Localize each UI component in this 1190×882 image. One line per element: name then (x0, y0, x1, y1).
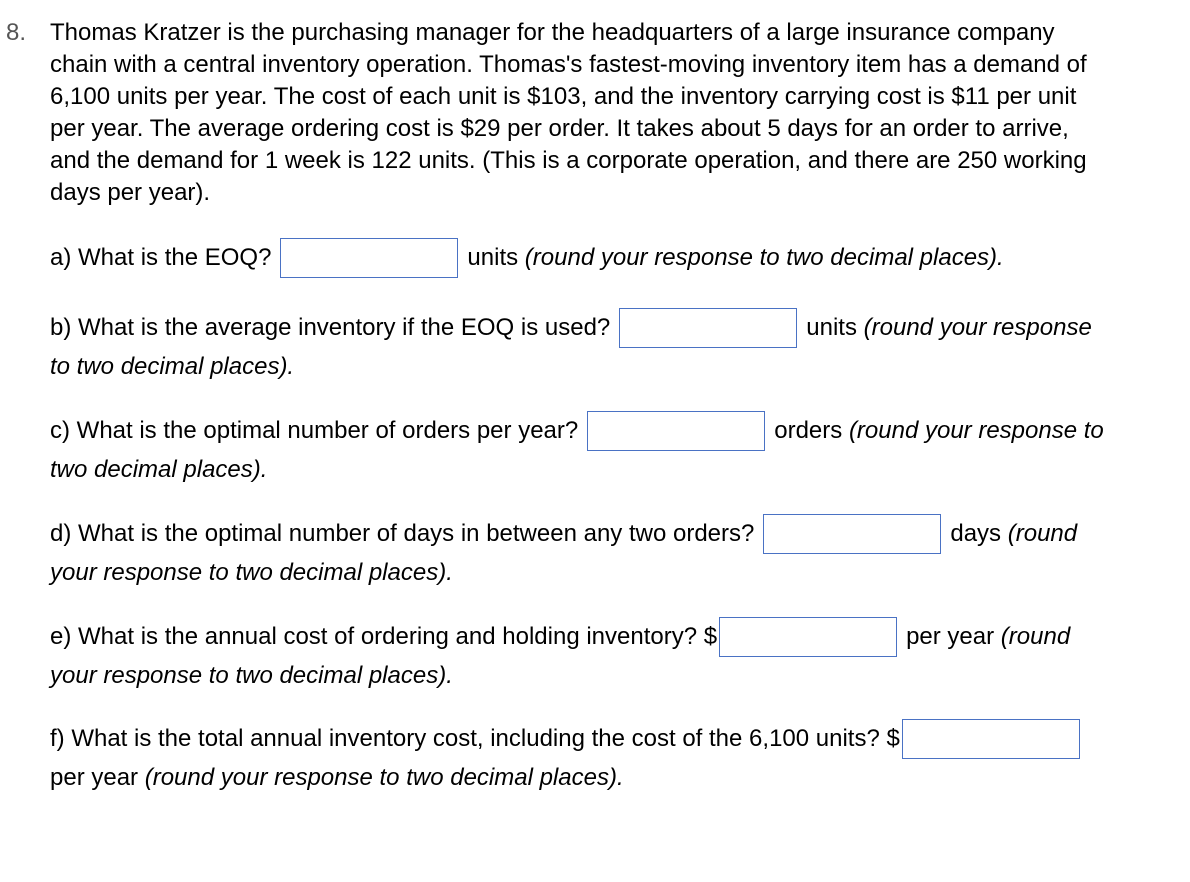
part-d-rounding-note-continued: your response to two decimal places). (50, 559, 453, 586)
part-c (50, 411, 1104, 489)
part-d-unit: days (950, 520, 1002, 547)
part-b-prompt: b) What is the average inventory if the EOQ is used? (50, 314, 611, 341)
part-d-prompt: d) What is the optimal number of days in between any two orders? (50, 520, 755, 547)
average-inventory-input[interactable] (619, 308, 797, 348)
part-c-rounding-note-continued: two decimal places). (50, 456, 268, 483)
problem-line: days per year). (50, 179, 211, 206)
part-b (50, 308, 1092, 386)
part-e-rounding-note: (round (1000, 623, 1071, 650)
part-a-unit: units (467, 244, 519, 271)
problem-line: 6,100 units per year. The cost of each unit is $103, and the inventory carrying cost is $11 per unit (50, 83, 1077, 110)
problem-line: Thomas Kratzer is the purchasing manager for the headquarters of a large insurance company (50, 19, 1055, 46)
part-b-rounding-note-continued: to two decimal places). (50, 353, 295, 380)
part-c-rounding-note: (round your response to (848, 417, 1104, 444)
part-e-prompt: e) What is the annual cost of ordering and holding inventory? $ (50, 623, 718, 650)
eoq-answer-input[interactable] (280, 238, 458, 278)
part-f-unit-line (50, 758, 1089, 797)
part-f-prompt: f) What is the total annual inventory cost, including the cost of the 6,100 units? $ (50, 725, 900, 752)
part-b-unit: units (806, 314, 857, 341)
part-e-unit: per year (906, 623, 995, 650)
part-f-unit: per year (50, 764, 139, 791)
part-f-rounding-note: (round your response to two decimal places). (144, 764, 624, 791)
part-d (50, 514, 1077, 592)
part-d-rounding-note: (round (1007, 520, 1078, 547)
problem-statement (50, 17, 1180, 209)
orders-per-year-input[interactable] (587, 411, 765, 451)
total-annual-inventory-cost-input[interactable] (902, 719, 1080, 759)
problem-line: and the demand for 1 week is 122 units. (This is a corporate operation, and there are 250 working (50, 147, 1087, 174)
part-e (50, 617, 1070, 695)
problem-line: chain with a central inventory operation. Thomas's fastest-moving inventory item has a demand of (50, 51, 1087, 78)
part-a-rounding-note: (round your response to two decimal places). (524, 244, 1004, 271)
problem-line: per year. The average ordering cost is $29 per order. It takes about 5 days for an order to arrive, (50, 115, 1069, 142)
days-between-orders-input[interactable] (763, 514, 941, 554)
part-a-prompt: a) What is the EOQ? (50, 244, 272, 271)
question-number: 8. (6, 19, 27, 46)
part-f (50, 719, 1089, 797)
annual-ordering-holding-cost-input[interactable] (719, 617, 897, 657)
part-a (50, 238, 1004, 277)
part-c-unit: orders (774, 417, 843, 444)
part-e-rounding-note-continued: your response to two decimal places). (50, 662, 453, 689)
part-c-prompt: c) What is the optimal number of orders per year? (50, 417, 579, 444)
part-b-rounding-note: (round your response (863, 314, 1092, 341)
